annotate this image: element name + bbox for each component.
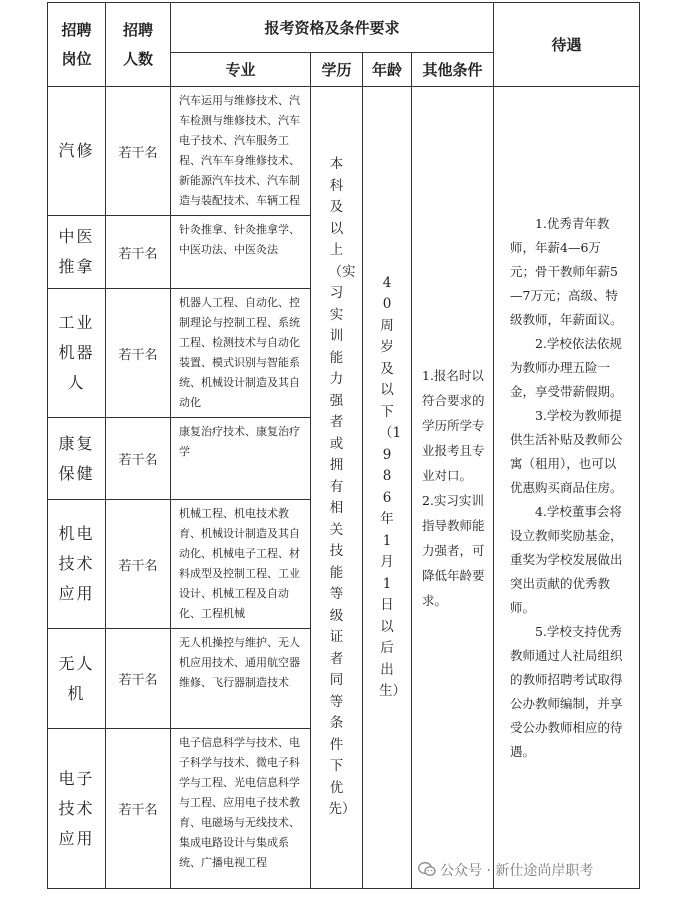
benefit-item: 1.优秀青年教师，年薪4—6万元；骨干教师年薪5—7万元；高级、特级教师，年薪面议。 <box>510 215 623 327</box>
benefits-cell <box>494 87 640 889</box>
major-cell: 康复治疗技术、康复治疗学 <box>171 418 311 500</box>
other-conditions-cell <box>412 87 494 889</box>
major-cell: 机器人工程、自动化、控制理论与控制工程、系统工程、检测技术与自动化装置、模式识别与智能系统、机械设计制造及其自动化 <box>171 289 311 418</box>
recruitment-table <box>47 2 640 889</box>
count-cell: 若干名 <box>106 87 171 216</box>
header-requirements: 报考资格及条件要求 <box>171 3 494 53</box>
count-cell: 若干名 <box>106 629 171 729</box>
header-benefits: 待遇 <box>494 3 640 87</box>
position-cell: 电子技术应用 <box>48 729 106 889</box>
header-age: 年龄 <box>363 53 412 87</box>
header-count: 招聘人数 <box>106 3 171 87</box>
benefit-item: 2.学校依法依规为教师办理五险一金，享受带薪假期。 <box>510 335 623 399</box>
position-cell: 中医推拿 <box>48 216 106 289</box>
watermark <box>418 860 593 881</box>
header-other: 其他条件 <box>412 53 494 87</box>
position-cell: 工业机器人 <box>48 289 106 418</box>
count-cell: 若干名 <box>106 289 171 418</box>
age-cell: 40周岁及以下（1986年1月1日以后出生） <box>363 87 412 889</box>
education-cell: 本科及以上（实习实训能力强者或拥有相关技能等级证者同等条件下优先） <box>311 87 363 889</box>
wechat-icon <box>418 861 436 881</box>
header-education: 学历 <box>311 53 363 87</box>
other-condition-item: 2.实习实训指导教师能力强者，可降低年龄要求。 <box>422 492 485 608</box>
position-cell: 康复保健 <box>48 418 106 500</box>
header-major: 专业 <box>171 53 311 87</box>
position-cell: 汽修 <box>48 87 106 216</box>
benefit-item: 3.学校为教师提供生活补贴及教师公寓（租用），也可以优惠购买商品住房。 <box>510 407 623 495</box>
other-condition-item: 1.报名时以符合要求的学历所学专业报考且专业对口。 <box>422 367 485 483</box>
table-row <box>48 87 640 216</box>
benefit-item: 5.学校支持优秀教师通过人社局组织的教师招聘考试取得公办教师编制，并享受公办教师相应的待遇。 <box>510 623 623 759</box>
major-cell: 针灸推拿、针灸推拿学、中医功法、中医灸法 <box>171 216 311 289</box>
count-cell: 若干名 <box>106 729 171 889</box>
watermark-text: 公众号 · 新仕途尚岸职考 <box>440 863 594 879</box>
major-cell: 机械工程、机电技术教育、机械设计制造及其自动化、机械电子工程、材料成型及控制工程、工业设计、机械工程及自动化、工程机械 <box>171 500 311 629</box>
major-cell: 电子信息科学与技术、电子科学与技术、微电子科学与工程、光电信息科学与工程、应用电子技术教育、电磁场与无线技术、集成电路设计与集成系统、广播电视工程 <box>171 729 311 889</box>
header-position: 招聘岗位 <box>48 3 106 87</box>
position-cell: 机电技术应用 <box>48 500 106 629</box>
position-cell: 无人机 <box>48 629 106 729</box>
major-cell: 汽车运用与维修技术、汽车检测与维修技术、汽车电子技术、汽车服务工程、汽车车身维修技术、新能源汽车技术、汽车制造与装配技术、车辆工程 <box>171 87 311 216</box>
benefit-item: 4.学校董事会将设立教师奖励基金，重奖为学校发展做出突出贡献的优秀教师。 <box>510 503 623 615</box>
major-cell: 无人机操控与维护、无人机应用技术、通用航空器维修、飞行器制造技术 <box>171 629 311 729</box>
count-cell: 若干名 <box>106 418 171 500</box>
count-cell: 若干名 <box>106 216 171 289</box>
count-cell: 若干名 <box>106 500 171 629</box>
